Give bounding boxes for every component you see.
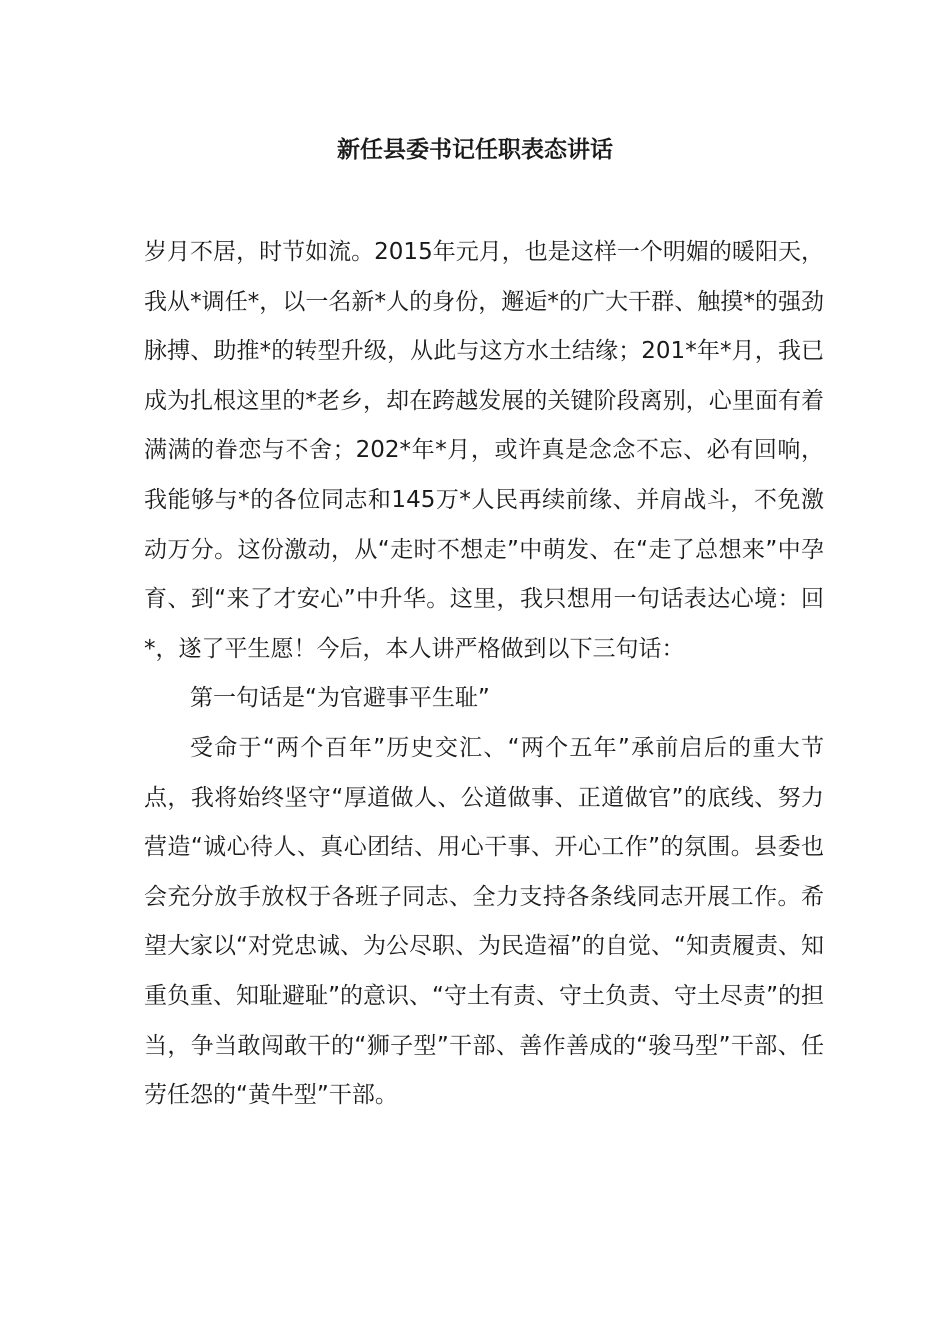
document-title: 新任县委书记任职表态讲话 <box>337 137 613 163</box>
opening-paragraph: 岁月不居，时节如流。2015年元月，也是这样一个明媚的暖阳天，我从*调任*，以一名新*人的身份，邂逅*的广大干群、触摸*的强劲脉搏、助推*的转型升级，从此与这方水土结缘；201*年*月，我已成为扎根这里的*老乡，却在跨越发展的关键阶段离别，心里面有着满满的眷恋与不舍；202*年*月，或许真是念念不忘、必有回响，我能够与*的各位同志和145万*人民再续前缘、并肩战斗，不免激动万分。这份激动，从“走时不想走”中萌发、在“走了总想来”中孕育、到“来了才安心”中升华。这里，我只想用一句话表达心境：回*，遂了平生愿！今后，本人讲严格做到以下三句话： <box>144 239 824 662</box>
document-body <box>144 228 824 1121</box>
section-heading-first: 第一句话是“为官避事平生耻” <box>190 685 490 712</box>
body-paragraph: 受命于“两个百年”历史交汇、“两个五年”承前启后的重大节点，我将始终坚守“厚道做人、公道做事、正道做官”的底线、努力营造“诚心待人、真心团结、用心干事、开心工作”的氛围。县委也会充分放手放权于各班子同志、全力支持各条线同志开展工作。希望大家以“对党忠诚、为公尽职、为民造福”的自觉、“知责履责、知重负重、知耻避耻”的意识、“守土有责、守土负责、守土尽责”的担当，争当敢闯敢干的“狮子型”干部、善作善成的“骏马型”干部、任劳任怨的“黄牛型”干部。 <box>144 734 824 1109</box>
